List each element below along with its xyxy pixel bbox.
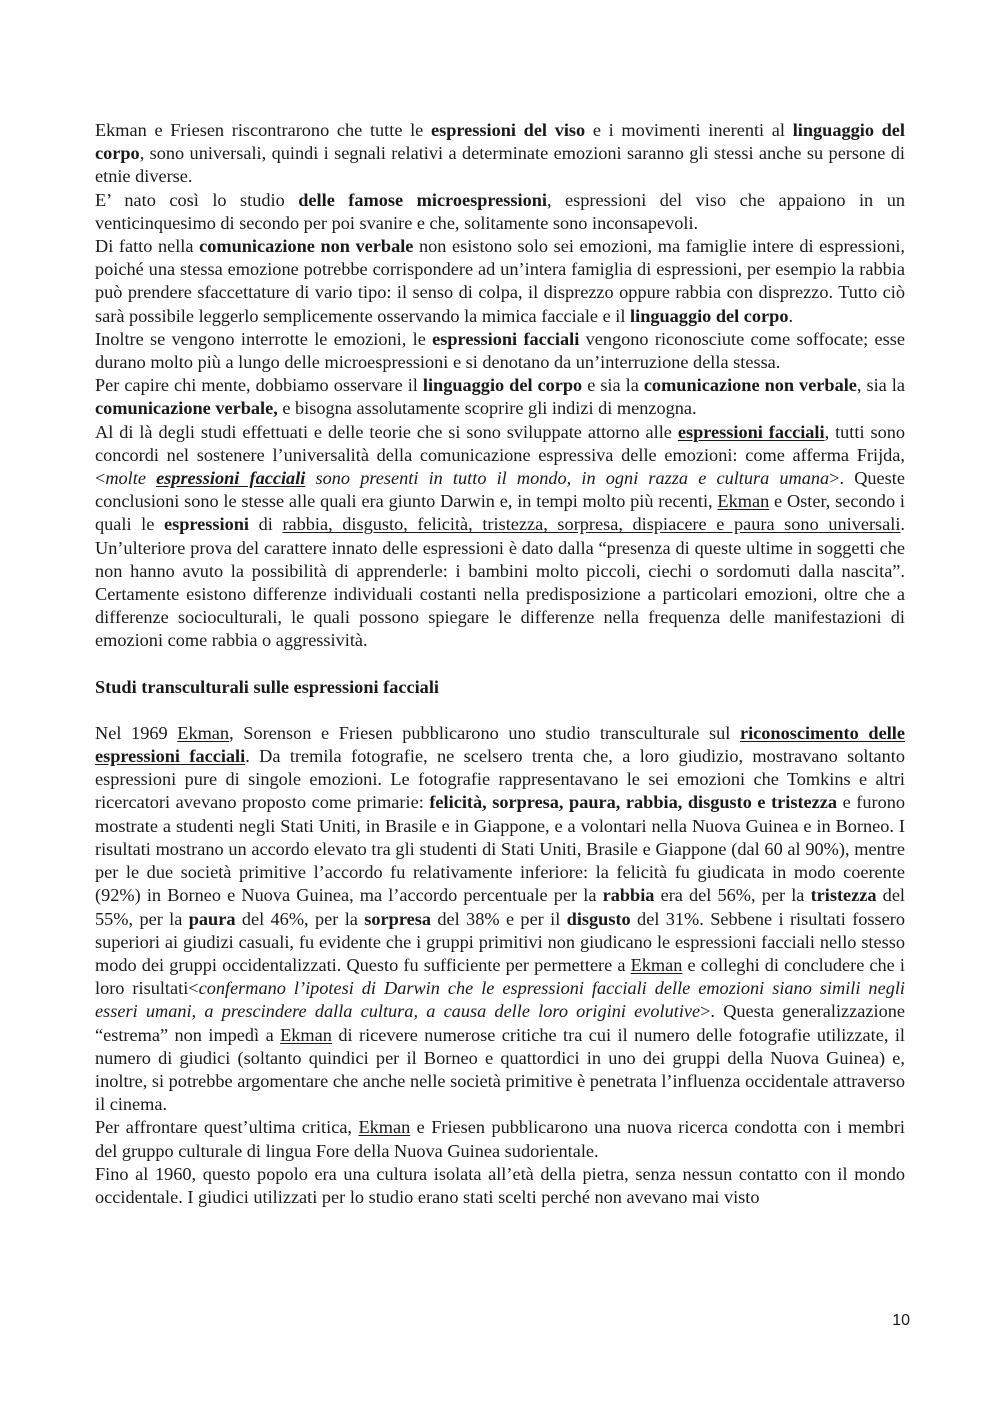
bold-term: tristezza bbox=[810, 885, 877, 906]
text-run: , Sorenson e Friesen pubblicarono uno studio transculturale sul bbox=[229, 722, 740, 743]
bold-term: comunicazione verbale, bbox=[95, 398, 278, 419]
bold-term: espressioni del viso bbox=[430, 120, 586, 140]
page-number: 10 bbox=[892, 1312, 910, 1329]
text-run: Ekman e Friesen riscontrarono che tutte le bbox=[95, 120, 431, 140]
paragraph-detecting-lies bbox=[95, 374, 905, 420]
link-ekman[interactable]: Ekman bbox=[717, 491, 770, 512]
text-run: del 55%, per la bbox=[95, 885, 906, 929]
paragraph-microexpressions bbox=[95, 189, 905, 235]
text-run: Fino al 1960, questo popolo era una cultura isolata all’età della pietra, senza nessun contatto con il mondo occidentale. I giudici utilizzati per lo studio erano stati scelti perché non avevano mai visto bbox=[95, 1163, 905, 1207]
text-run: Per affrontare quest’ultima critica, bbox=[95, 1117, 359, 1138]
text-run: e bisogna assolutamente scoprire gli indizi di menzogna. bbox=[277, 398, 697, 419]
text-run: , espressioni del viso che appaiono in un venticinquesimo di secondo per poi svanire e che, solitamente sono inconsapevoli. bbox=[95, 189, 905, 233]
text-run: E’ nato così lo studio bbox=[95, 189, 299, 210]
bold-term: rabbia bbox=[602, 885, 655, 906]
text-run: >. Questa generalizzazione “estrema” non impedì a bbox=[95, 1001, 905, 1045]
text-run: e colleghi di concludere che i loro risultati< bbox=[95, 954, 905, 999]
text-run: . Da tremila fotografie, ne scelsero trenta che, a loro giudizio, mostravano soltanto espressioni pure di singole emozioni. Le fotografie rappresentavano le sei emozioni che Tomkins e altri ricercatori avevano proposto come primarie: bbox=[95, 746, 905, 813]
text-run: e Friesen pubblicarono una nuova ricerca condotta con i membri del gruppo culturale di lingua Fore della Nuova Guinea sudorientale. bbox=[95, 1117, 905, 1161]
text-run: vengono riconosciute come soffocate; esse durano molto più a lungo delle microespressioni e si denotano da un’interruzione della stessa. bbox=[95, 328, 905, 373]
text-run: del 31%. Sebbene i risultati fossero superiori ai giudizi casuali, fu evidente che i gruppi primitivi non giudicano le espressioni facciali nello stesso modo dei gruppi occidentalizzati. Questo fu sufficiente per permettere a bbox=[95, 908, 905, 975]
text-run: di ricevere numerose critiche tra cui il numero delle fotografie utilizzate, il numero di giudici (soltanto quindici per il Borneo e quattordici in uno dei gruppi della Nuova Guinea) e, inoltre, si potrebbe argomentare che anche nelle società primitive è penetrata l’influenza occidentale attraverso il cinema. bbox=[95, 1024, 906, 1115]
link-ekman[interactable]: Ekman bbox=[630, 954, 683, 975]
bold-term: comunicazione non verbale bbox=[199, 236, 414, 257]
section-heading: Studi transculturali sulle espressioni facciali bbox=[95, 676, 439, 697]
text-run: , tutti sono concordi nel sostenere l’universalità della comunicazione espressiva delle emozioni: come afferma Frijda, < bbox=[95, 421, 905, 489]
text-run: era del 56%, per la bbox=[654, 885, 811, 906]
text-run: Al di là degli studi effettuati e delle teorie che si sono sviluppate attorno alle bbox=[95, 421, 678, 442]
text-run: di bbox=[248, 514, 283, 535]
bold-term: linguaggio del corpo bbox=[95, 120, 906, 164]
paragraph-cross-cultural-study bbox=[95, 722, 905, 1116]
text-run: e i movimenti inerenti al bbox=[585, 120, 793, 140]
quote-text: sono presenti in tutto il mondo, in ogni razza e cultura umana bbox=[305, 468, 830, 489]
paragraph-interrupted-emotions bbox=[95, 328, 905, 374]
quote-text: confermano l’ipotesi di Darwin che le espressioni facciali delle emozioni siano simili negli esseri umani, a prescindere dalla cultura, a causa delle loro origini evolutive bbox=[95, 978, 905, 1022]
bold-term: comunicazione non verbale bbox=[643, 375, 857, 396]
bold-term: linguaggio del corpo bbox=[422, 375, 583, 396]
text-run: e sia la bbox=[582, 375, 644, 396]
paragraph-new-research bbox=[95, 1116, 905, 1162]
text-run: Di fatto nella bbox=[95, 236, 200, 257]
text-run: Per capire chi mente, dobbiamo osservare il bbox=[95, 375, 423, 396]
link-espressioni-facciali[interactable]: espressioni facciali bbox=[156, 468, 306, 489]
text-run: . bbox=[788, 305, 794, 326]
bold-term: espressioni facciali bbox=[432, 328, 580, 349]
text-run: del 38% e per il bbox=[430, 908, 567, 929]
link-ekman[interactable]: Ekman bbox=[358, 1117, 411, 1138]
text-run: Inoltre se vengono interrotte le emozioni, le bbox=[95, 328, 433, 349]
text-run: e Oster, secondo i quali le bbox=[95, 491, 905, 535]
bold-term: linguaggio del corpo bbox=[630, 305, 789, 326]
paragraph-universal-expressions bbox=[95, 119, 905, 189]
text-run: >. Queste conclusioni sono le stesse alle quali era giunto Darwin e, in tempi molto più recenti, bbox=[95, 468, 905, 512]
link-espressioni-facciali[interactable]: espressioni facciali bbox=[677, 421, 825, 442]
bold-term: paura bbox=[188, 908, 236, 929]
text-run: e furono mostrate a studenti negli Stati Uniti, in Brasile e in Giappone, e a volontari nella Nuova Guinea e in Borneo. I risultati mostrano un accordo elevato tra gli studenti di Stati Uniti, Brasile e Giappone (dal 60 al 90%), mentre per le due società primitive l’accordo fu relativamente inferiore: la felicità fu giudicata in modo coerente (92%) in Borneo e Nuova Guinea, ma l’accordo percentuale per la bbox=[95, 792, 906, 906]
link-universal-emotions[interactable]: rabbia, disgusto, felicità, tristezza, sorpresa, dispiacere e paura sono universali bbox=[282, 514, 901, 535]
text-run: , sono universali, quindi i segnali relativi a determinate emozioni saranno gli stessi anche su persone di etnie diverse. bbox=[95, 143, 905, 187]
text-run: Nel 1969 bbox=[95, 722, 178, 743]
bold-term: delle famose microespressioni bbox=[298, 189, 547, 210]
link-riconoscimento-espressioni[interactable]: riconoscimento delle espressioni facciali bbox=[95, 722, 905, 767]
text-run: . Un’ulteriore prova del carattere innato delle espressioni è dato dalla “presenza di queste ultime in soggetti che non hanno avuto la possibilità di apprenderle: i bambini molto piccoli, ciechi o sordomuti dalla nascita”. Certamente esistono differenze individuali costanti nella predisposizione a particolari emozioni, oltre che a differenze socioculturali, le quali possono spiegare le differenze nella frequenza delle manifestazioni di emozioni come rabbia o aggressività. bbox=[95, 514, 905, 651]
paragraph-universality bbox=[95, 421, 905, 653]
paragraph-fore-people bbox=[95, 1163, 905, 1209]
text-run: non esistono solo sei emozioni, ma famiglie intere di espressioni, poiché una stessa emozione potrebbe corrispondere ad un’intera famiglia di espressioni, per esempio la rabbia può prendere sfaccettature di vario tipo: il senso di colpa, il disprezzo oppure rabbia con disprezzo. Tutto ciò sarà possibile leggerlo semplicemente osservando la mimica facciale e il bbox=[95, 236, 905, 326]
quote-text: molte bbox=[105, 468, 157, 489]
text-run: , sia la bbox=[856, 375, 905, 396]
bold-term: sorpresa bbox=[364, 908, 431, 929]
body-text bbox=[95, 119, 905, 1209]
link-ekman[interactable]: Ekman bbox=[280, 1024, 332, 1045]
paragraph-nonverbal-communication bbox=[95, 235, 905, 328]
link-ekman[interactable]: Ekman bbox=[177, 722, 230, 743]
bold-term: espressioni bbox=[163, 514, 249, 535]
bold-term: felicità, sorpresa, paura, rabbia, disgusto e tristezza bbox=[429, 792, 838, 813]
text-run: del 46%, per la bbox=[235, 908, 365, 929]
bold-term: disgusto bbox=[566, 908, 631, 929]
